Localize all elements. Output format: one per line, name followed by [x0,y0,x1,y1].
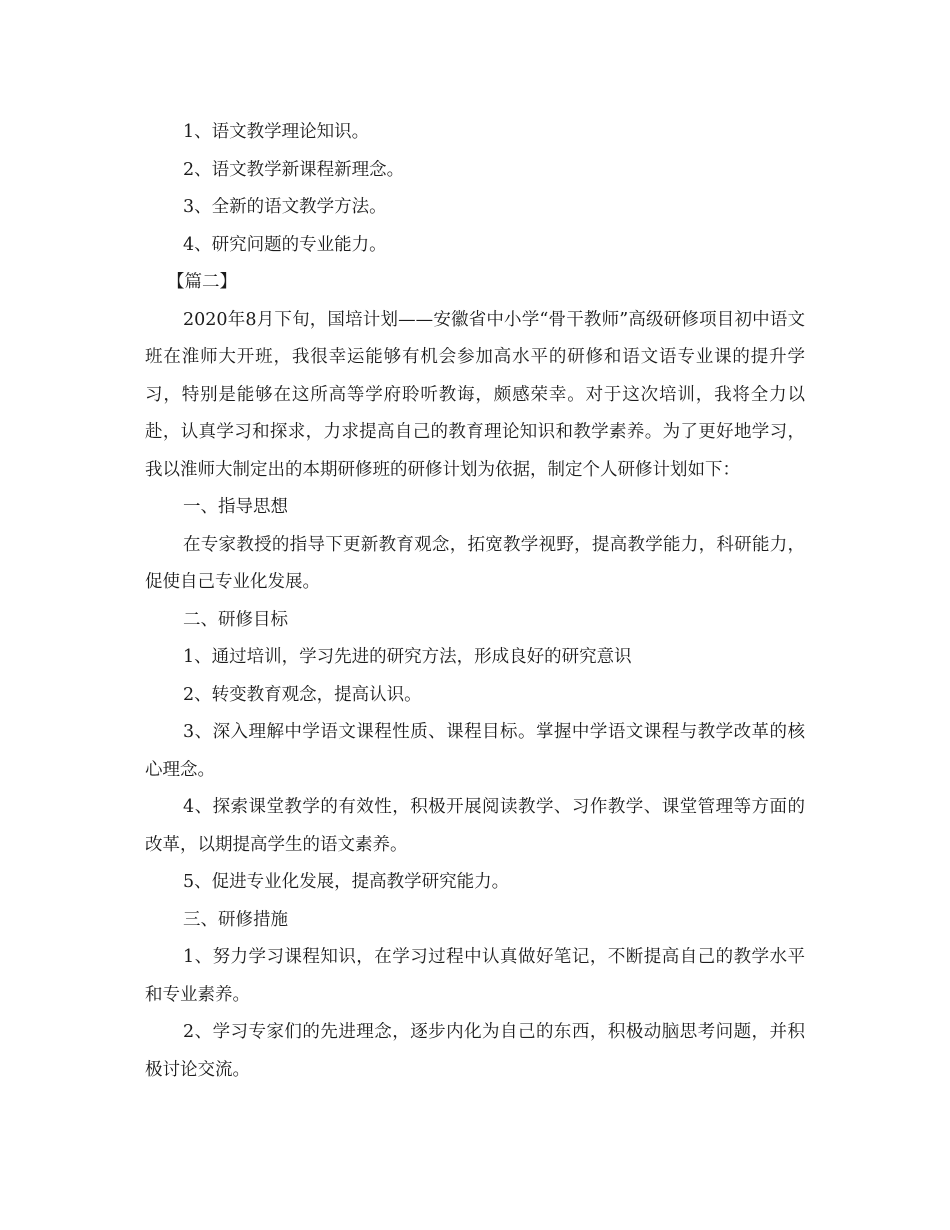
document-body [145,114,805,1089]
paragraph: 在专家教授的指导下更新教育观念，拓宽教学视野，提高教学能力，科研能力，促使自己专业化发展。 [145,534,805,592]
list-item: 3、深入理解中学语文课程性质、课程目标。掌握中学语文课程与教学改革的核心理念。 [145,722,805,780]
list-item: 1、通过培训，学习先进的研究方法，形成良好的研究意识 [183,647,632,667]
section-heading: 一、指导思想 [183,497,288,517]
section-heading: 二、研修目标 [183,609,288,630]
list-item: 2、语文教学新课程新理念。 [183,159,405,180]
list-item: 4、探索课堂教学的有效性，积极开展阅读教学、习作教学、课堂管理等方面的改革，以期提高学生的语文素养。 [145,797,805,855]
paragraph: 2020年8月下旬，国培计划——安徽省中小学“骨干教师”高级研修项目初中语文班在淮师大开班，我很幸运能够有机会参加高水平的研修和语文语专业课的提升学习，特别是能够在这所高等学府聆听教诲，颇感荣幸。对于这次培训，我将全力以赴，认真学习和探求，力求提高自己的教育理论知识和教学素养。为了更好地学习，我以淮师大制定出的本期研修班的研修计划为依据，制定个人研修计划如下： [145,309,805,480]
list-item: 1、语文教学理论知识。 [183,122,370,142]
list-item: 1、努力学习课程知识，在学习过程中认真做好笔记，不断提高自己的教学水平和专业素养。 [145,947,805,1005]
list-item: 3、全新的语文教学方法。 [183,197,387,217]
list-item: 2、学习专家们的先进理念，逐步内化为自己的东西，积极动脑思考问题，并积极讨论交流。 [145,1022,805,1080]
list-item: 2、转变教育观念，提高认识。 [183,684,422,705]
section-heading: 三、研修措施 [183,909,288,930]
list-item: 5、促进专业化发展，提高教学研究能力。 [183,872,510,892]
section-heading: 【篇二】 [167,272,237,292]
list-item: 4、研究问题的专业能力。 [183,234,387,255]
